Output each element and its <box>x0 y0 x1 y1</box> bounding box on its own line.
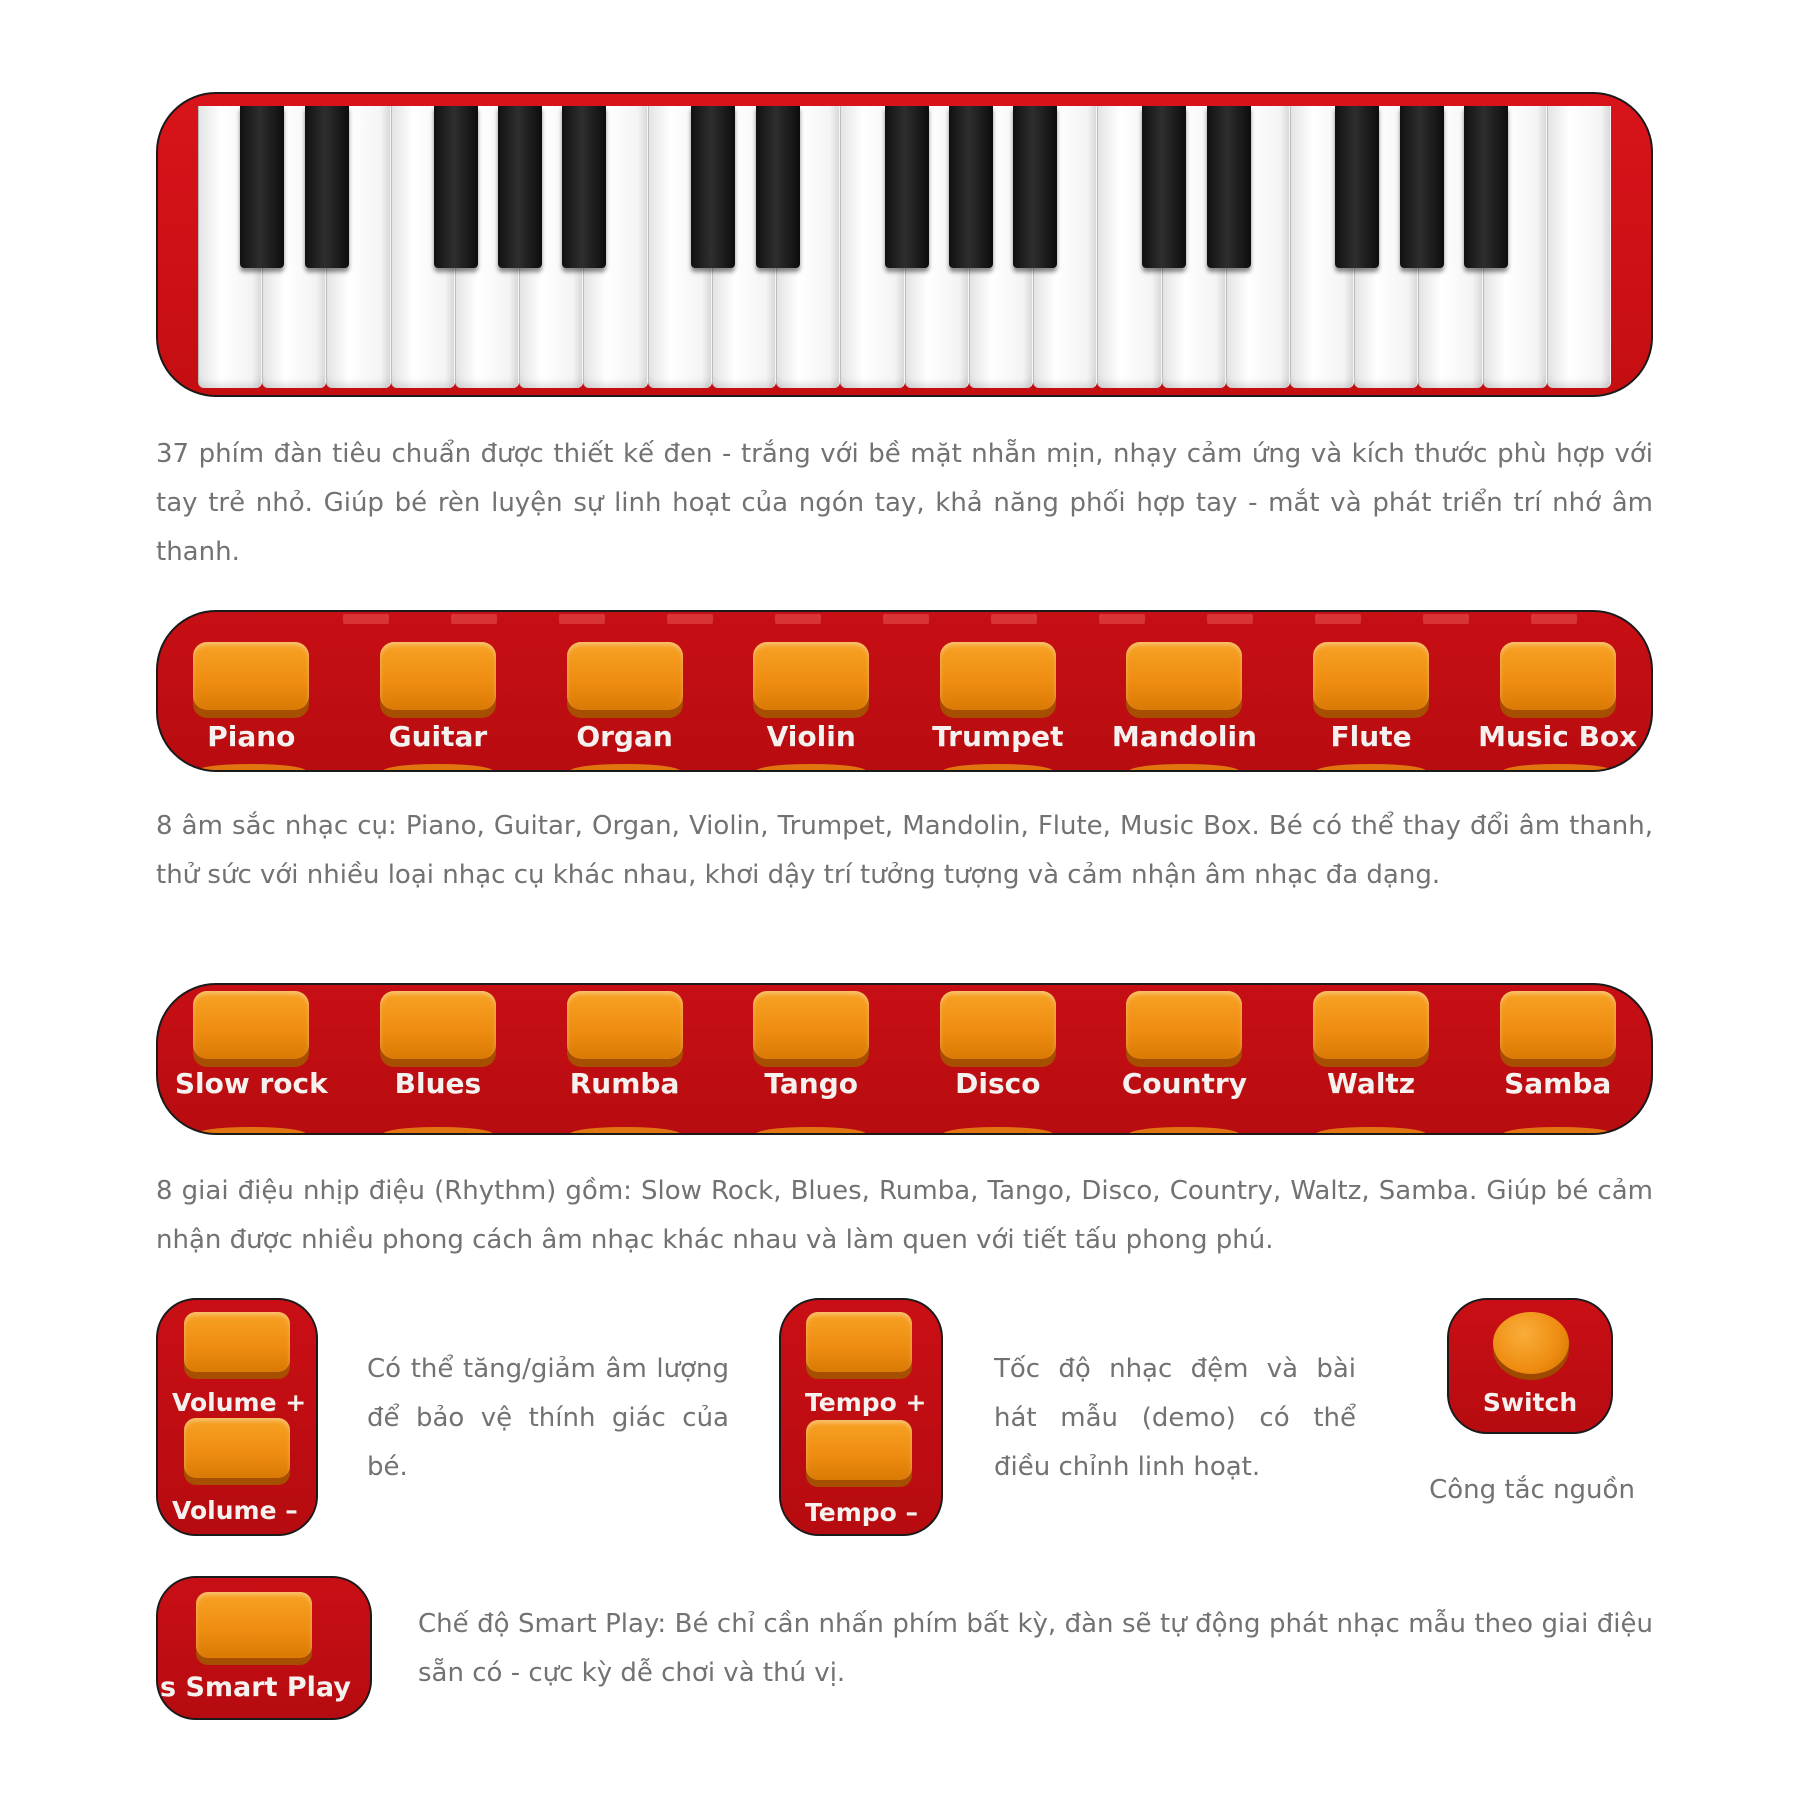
next-row-button-edge <box>570 1127 680 1135</box>
black-key <box>1335 106 1379 268</box>
instrument-button-cell <box>718 612 905 770</box>
panel-edge-mark <box>451 614 497 624</box>
panel-edge-mark <box>559 614 605 624</box>
rhythm-button <box>193 991 309 1059</box>
volume-up-label: Volume + <box>172 1388 307 1417</box>
next-row-button-edge <box>570 764 680 772</box>
instrument-button-cell <box>1278 612 1465 770</box>
instrument-button-label: Music Box <box>1478 720 1638 753</box>
instrument-button <box>1313 642 1429 710</box>
black-key <box>885 106 929 268</box>
next-row-button-edge <box>1316 764 1426 772</box>
rhythm-button-cell <box>158 985 345 1133</box>
rhythm-button <box>753 991 869 1059</box>
rhythm-button-cell <box>345 985 532 1133</box>
tempo-description: Tốc độ nhạc đệm và bài hát mẫu (demo) có thể điều chỉnh linh hoạt. <box>994 1354 1356 1482</box>
instrument-button-cell <box>345 612 532 770</box>
instrument-button-label: Trumpet <box>932 720 1064 753</box>
panel-edge-mark <box>1423 614 1469 624</box>
next-row-button-edge <box>1503 764 1613 772</box>
rhythms-description: 8 giai điệu nhịp điệu (Rhythm) gồm: Slow Rock, Blues, Rumba, Tango, Disco, Country, Waltz, Samba. Giúp bé cảm nhận được nhiều phong cách âm nhạc khác nhau và làm quen với tiết tấu phong phú. <box>156 1176 1653 1255</box>
tempo-up-label: Tempo + <box>805 1388 927 1417</box>
instrument-buttons-image <box>156 610 1653 772</box>
black-key <box>434 106 478 268</box>
next-row-button-edge <box>383 1127 493 1135</box>
white-key <box>1547 106 1611 388</box>
panel-edge-mark <box>775 614 821 624</box>
rhythm-button-cell <box>718 985 905 1133</box>
next-row-button-edge <box>196 1127 306 1135</box>
next-row-button-edge <box>756 764 866 772</box>
panel-edge-mark <box>991 614 1037 624</box>
instrument-button-label: Mandolin <box>1111 720 1257 753</box>
next-row-button-edge <box>1503 1127 1613 1135</box>
volume-up-button <box>184 1312 290 1372</box>
black-key <box>691 106 735 268</box>
rhythm-button <box>1126 991 1242 1059</box>
instrument-button-label: Flute <box>1330 720 1412 753</box>
volume-down-button <box>184 1418 290 1478</box>
instrument-button <box>1126 642 1242 710</box>
rhythm-button-label: Country <box>1121 1067 1247 1100</box>
black-key <box>498 106 542 268</box>
power-switch-image <box>1447 1298 1613 1434</box>
black-key <box>240 106 284 268</box>
black-key <box>1464 106 1508 268</box>
instrument-button-label: Organ <box>576 720 673 753</box>
black-key <box>756 106 800 268</box>
instrument-button-cell <box>1091 612 1278 770</box>
rhythm-button <box>567 991 683 1059</box>
power-switch-button <box>1493 1312 1569 1374</box>
power-switch-label: Switch <box>1482 1388 1578 1417</box>
volume-description: Có thể tăng/giảm âm lượng để bảo vệ thính giác của bé. <box>367 1354 729 1482</box>
rhythm-button-label: Disco <box>955 1067 1041 1100</box>
black-key <box>1013 106 1057 268</box>
rhythm-button-label: Tango <box>764 1067 858 1100</box>
instrument-button <box>567 642 683 710</box>
rhythm-button-cell <box>905 985 1092 1133</box>
keyboard-image <box>156 92 1653 397</box>
instrument-button <box>1500 642 1616 710</box>
next-row-button-edge <box>756 1127 866 1135</box>
next-row-button-edge <box>1129 1127 1239 1135</box>
rhythm-buttons-image <box>156 983 1653 1135</box>
instrument-button-cell <box>905 612 1092 770</box>
black-key <box>305 106 349 268</box>
rhythm-button-label: Waltz <box>1327 1067 1416 1100</box>
black-key <box>1207 106 1251 268</box>
rhythm-button-label: Rumba <box>569 1067 680 1100</box>
rhythm-button-label: Slow rock <box>174 1067 328 1100</box>
black-key <box>1400 106 1444 268</box>
tempo-down-label: Tempo – <box>805 1498 919 1527</box>
panel-edge-mark <box>667 614 713 624</box>
black-key <box>562 106 606 268</box>
smart-play-button <box>196 1592 312 1658</box>
volume-buttons-image <box>156 1298 318 1536</box>
tempo-down-button <box>806 1420 912 1480</box>
next-row-button-edge <box>196 764 306 772</box>
rhythm-button-cell <box>1091 985 1278 1133</box>
instrument-button <box>940 642 1056 710</box>
instrument-button <box>193 642 309 710</box>
next-row-button-edge <box>943 764 1053 772</box>
power-caption: Công tắc nguồn <box>1429 1475 1635 1505</box>
next-row-button-edge <box>1316 1127 1426 1135</box>
panel-edge-mark <box>883 614 929 624</box>
volume-down-label: Volume – <box>172 1496 298 1525</box>
instrument-button-cell <box>531 612 718 770</box>
rhythm-button-cell <box>1464 985 1651 1133</box>
instrument-button <box>753 642 869 710</box>
next-row-button-edge <box>383 764 493 772</box>
next-row-button-edge <box>1129 764 1239 772</box>
panel-edge-mark <box>1315 614 1361 624</box>
rhythm-button-label: Samba <box>1504 1067 1612 1100</box>
instrument-button-label: Guitar <box>388 720 488 753</box>
panel-edge-mark <box>1207 614 1253 624</box>
instrument-button <box>380 642 496 710</box>
keyboard-description: 37 phím đàn tiêu chuẩn được thiết kế đen - trắng với bề mặt nhẵn mịn, nhạy cảm ứng và kích thước phù hợp với tay trẻ nhỏ. Giúp bé rèn luyện sự linh hoạt của ngón tay, khả năng phối hợp tay - mắt và phát triển trí nhớ âm thanh. <box>156 439 1653 567</box>
rhythm-button-cell <box>531 985 718 1133</box>
rhythm-button <box>1500 991 1616 1059</box>
panel-edge-mark <box>1531 614 1577 624</box>
panel-edge-mark <box>343 614 389 624</box>
rhythm-button-label: Blues <box>394 1067 482 1100</box>
panel-edge-mark <box>1099 614 1145 624</box>
smart-play-label: s Smart Play <box>160 1672 351 1703</box>
instrument-button-cell <box>1464 612 1651 770</box>
rhythm-button-cell <box>1278 985 1465 1133</box>
instrument-button-cell <box>158 612 345 770</box>
rhythm-button <box>940 991 1056 1059</box>
tempo-buttons-image <box>779 1298 943 1536</box>
rhythm-button <box>380 991 496 1059</box>
tempo-up-button <box>806 1312 912 1372</box>
rhythm-button <box>1313 991 1429 1059</box>
instrument-button-label: Piano <box>207 720 296 753</box>
smart-play-image <box>156 1576 372 1720</box>
instruments-description: 8 âm sắc nhạc cụ: Piano, Guitar, Organ, Violin, Trumpet, Mandolin, Flute, Music Box. Bé có thể thay đổi âm thanh, thử sức với nhiều loại nhạc cụ khác nhau, khơi dậy trí tưởng tượng và cảm nhận âm nhạc đa dạng. <box>156 811 1653 890</box>
black-key <box>1142 106 1186 268</box>
instrument-button-label: Violin <box>766 720 856 753</box>
black-key <box>949 106 993 268</box>
smart-play-description: Chế độ Smart Play: Bé chỉ cần nhấn phím bất kỳ, đàn sẽ tự động phát nhạc mẫu theo giai điệu sẵn có - cực kỳ dễ chơi và thú vị. <box>418 1609 1653 1688</box>
next-row-button-edge <box>943 1127 1053 1135</box>
